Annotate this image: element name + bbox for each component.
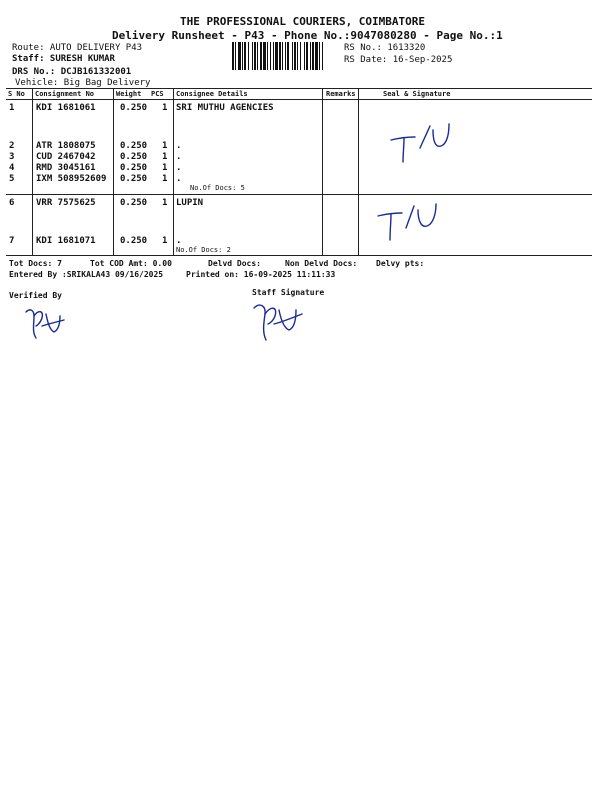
col-sno: S No xyxy=(8,90,25,98)
row7-consignment: KDI 1681071 xyxy=(36,236,96,246)
verified-by-signature xyxy=(20,300,70,345)
col-consignee: Consignee Details xyxy=(176,90,248,98)
group2-doc-count: No.Of Docs: 2 xyxy=(176,246,231,254)
row1-sno: 1 xyxy=(9,103,15,113)
row6-weight: 0.250 xyxy=(120,198,148,208)
total-docs: Tot Docs: 7 xyxy=(9,259,62,268)
barcode-image xyxy=(232,42,340,70)
verified-by-label: Verified By xyxy=(9,291,62,300)
row4-consignee: . xyxy=(176,163,182,173)
row1-consignment: KDI 1681061 xyxy=(36,103,96,113)
col-seal-signature: Seal & Signature xyxy=(383,90,451,98)
row1-consignee: SRI MUTHU AGENCIES xyxy=(176,103,274,113)
row5-sno: 5 xyxy=(9,174,15,184)
row3-sno: 3 xyxy=(9,152,15,162)
row3-pcs: 1 xyxy=(162,152,168,162)
col-weight: Weight xyxy=(116,90,142,98)
row6-consignee: LUPIN xyxy=(176,198,204,208)
company-title: THE PROFESSIONAL COURIERS, COIMBATORE xyxy=(180,15,426,28)
row1-weight: 0.250 xyxy=(120,103,148,113)
rs-date: RS Date: 16-Sep-2025 xyxy=(344,55,453,65)
row2-pcs: 1 xyxy=(162,141,168,151)
row2-consignee: . xyxy=(176,141,182,151)
row6-sno: 6 xyxy=(9,198,15,208)
row3-consignment: CUD 2467042 xyxy=(36,152,96,162)
row7-pcs: 1 xyxy=(162,236,168,246)
row5-pcs: 1 xyxy=(162,174,168,184)
row4-pcs: 1 xyxy=(162,163,168,173)
rs-number: RS No.: 1613320 xyxy=(344,43,426,53)
row2-weight: 0.250 xyxy=(120,141,148,151)
row5-consignment: IXM 508952609 xyxy=(36,174,107,184)
group1-doc-count: No.Of Docs: 5 xyxy=(190,184,245,192)
row5-consignee: . xyxy=(176,174,182,184)
staff-text: Staff: SURESH KUMAR xyxy=(12,54,115,64)
total-cod-amount: Tot COD Amt: 0.00 xyxy=(90,259,172,268)
row1-pcs: 1 xyxy=(162,103,168,113)
route-text: Route: AUTO DELIVERY P43 xyxy=(12,43,143,53)
drs-number: DRS No.: DCJB161332001 xyxy=(12,67,132,77)
entered-by: Entered By :SRIKALA43 09/16/2025 xyxy=(9,270,164,279)
runsheet-title: Delivery Runsheet - P43 - Phone No.:9047080280 - Page No.:1 xyxy=(112,29,503,42)
staff-signature-label: Staff Signature xyxy=(252,288,325,297)
row4-weight: 0.250 xyxy=(120,163,148,173)
col-remarks: Remarks xyxy=(326,90,356,98)
row3-weight: 0.250 xyxy=(120,152,148,162)
non-delivered-docs: Non Delvd Docs: xyxy=(285,259,358,268)
row2-consignment: ATR 1808075 xyxy=(36,141,96,151)
row6-consignment: VRR 7575625 xyxy=(36,198,96,208)
row5-weight: 0.250 xyxy=(120,174,148,184)
row3-consignee: . xyxy=(176,152,182,162)
row7-consignee: . xyxy=(176,236,182,246)
col-pcs: PCS xyxy=(151,90,164,98)
staff-signature xyxy=(248,296,308,344)
handwritten-tu-mark-1 xyxy=(385,118,465,168)
row2-sno: 2 xyxy=(9,141,15,151)
row7-weight: 0.250 xyxy=(120,236,148,246)
handwritten-tu-mark-2 xyxy=(372,200,452,245)
printed-on: Printed on: 16-09-2025 11:11:33 xyxy=(186,270,336,279)
row4-consignment: RMD 3045161 xyxy=(36,163,96,173)
vehicle-text: Vehicle: Big Bag Delivery xyxy=(15,78,151,88)
row7-sno: 7 xyxy=(9,236,15,246)
row4-sno: 4 xyxy=(9,163,15,173)
row6-pcs: 1 xyxy=(162,198,168,208)
delivery-points: Delvy pts: xyxy=(376,259,425,268)
col-consignment: Consignment No xyxy=(35,90,95,98)
delivered-docs: Delvd Docs: xyxy=(208,259,261,268)
